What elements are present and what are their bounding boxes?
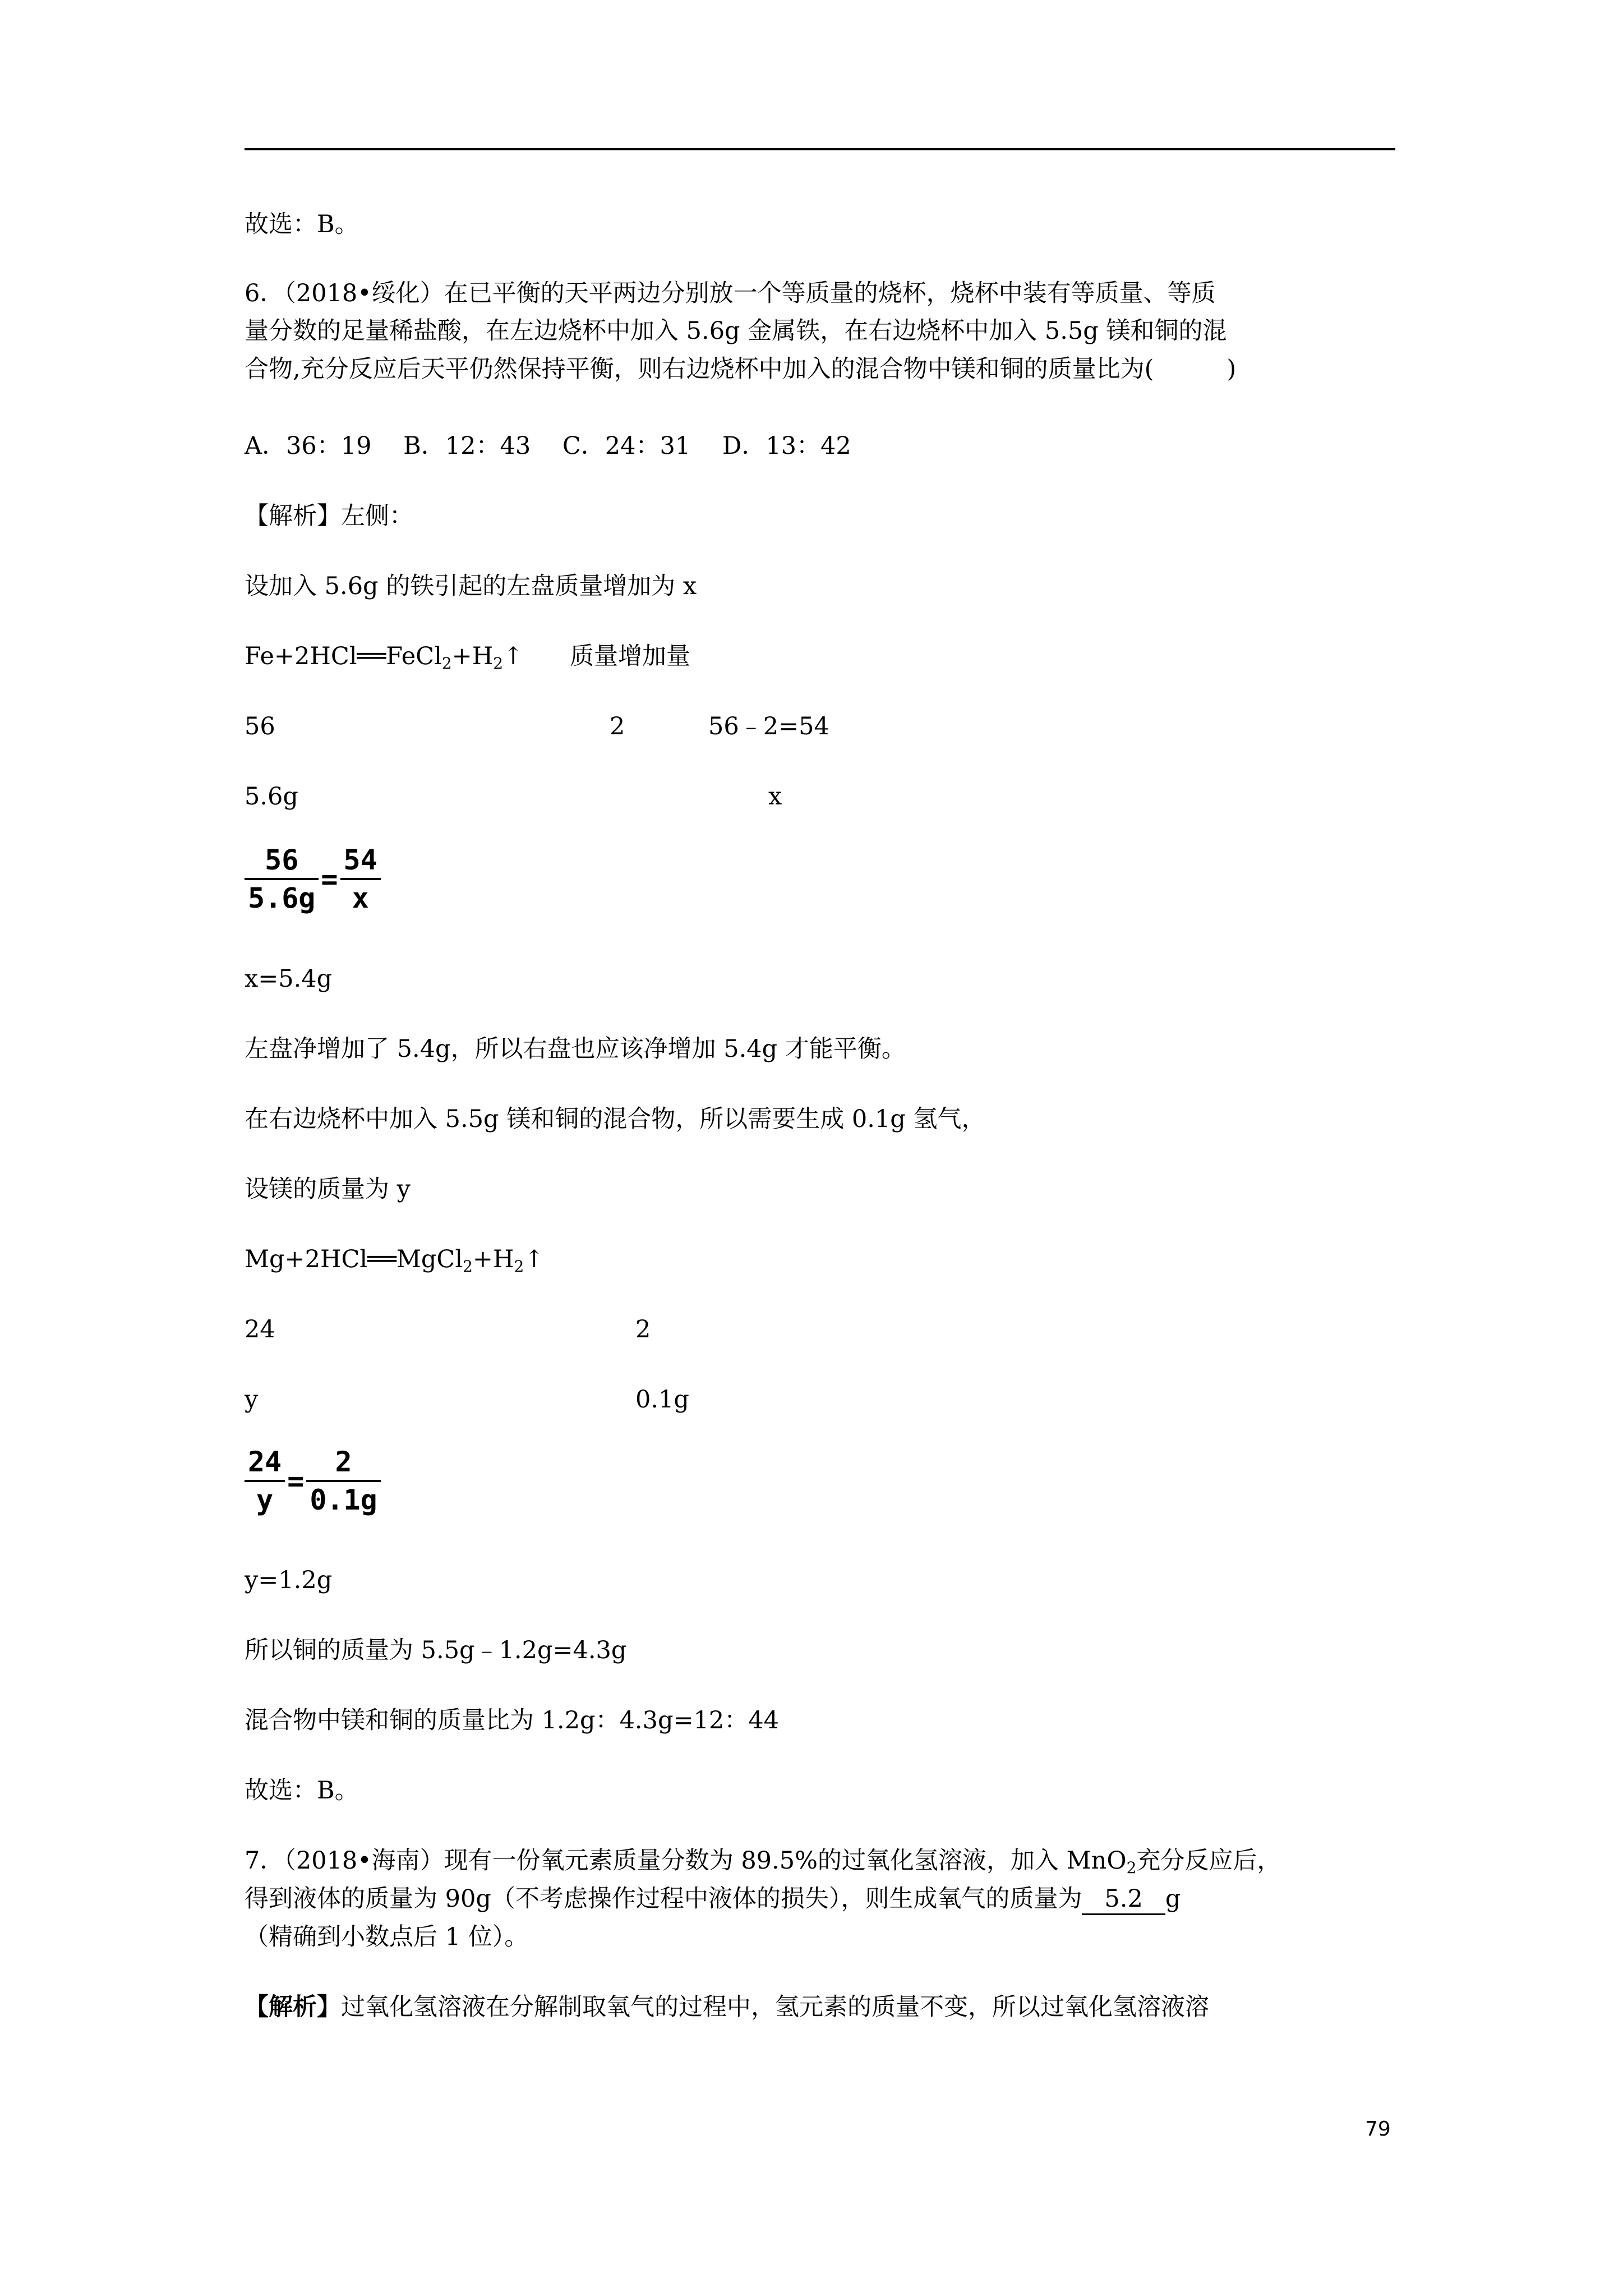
gas-arrow: ↑ — [503, 642, 524, 670]
ratio-row-3-col-2: 2 — [635, 1315, 651, 1343]
denominator: 5.6g — [248, 882, 316, 914]
solution-7-line-1 — [245, 1990, 1209, 2024]
denominator: 0.1g — [310, 1484, 377, 1516]
equation-magnesium — [245, 1243, 544, 1276]
question-7-line-3: （精确到小数点后 1 位）。 — [245, 1923, 529, 1951]
question-6-line-1: 6．（2018•绥化）在已平衡的天平两边分别放一个等质量的烧杯，烧杯中装有等质量、等质 — [245, 279, 1216, 307]
solution-7-text: 过氧化氢溶液在分解制取氧气的过程中，氢元素的质量不变，所以过氧化氢溶液溶 — [341, 1993, 1209, 2021]
answer-line: 故选：B。 — [245, 210, 359, 238]
numerator: 56 — [245, 844, 319, 880]
solution-6-copper-mass: 所以铜的质量为 5.5g﹣1.2g=4.3g — [245, 1636, 627, 1664]
header-rule — [245, 148, 1395, 150]
question-6-line-3 — [245, 352, 1236, 386]
question-6-line-2: 量分数的足量稀盐酸，在左边烧杯中加入 5.6g 金属铁，在右边烧杯中加入 5.5g 镁和铜的混 — [245, 317, 1227, 345]
question-6-paren-close: ) — [1227, 355, 1237, 383]
equation-mg-part: +H — [472, 1245, 514, 1273]
numerator: 2 — [306, 1446, 380, 1482]
denominator: y — [256, 1484, 274, 1516]
solution-6-line-left-pan: 左盘净增加了 5.4g，所以右盘也应该净增加 5.4g 才能平衡。 — [245, 1035, 906, 1063]
proportion-iron — [245, 844, 381, 914]
equation-iron-part: +H — [451, 642, 494, 670]
solution-6-mass-ratio: 混合物中镁和铜的质量比为 1.2g：4.3g=12：44 — [245, 1706, 779, 1734]
gas-arrow: ↑ — [524, 1245, 545, 1273]
equation-iron-part: Fe+2HCl══FeCl — [245, 642, 442, 670]
ratio-row-4-col-1: y — [245, 1386, 259, 1414]
subscript: 2 — [514, 1257, 524, 1276]
numerator: 54 — [340, 844, 381, 880]
question-7-unit: g — [1165, 1885, 1181, 1913]
question-6-options: A．36：19 B．12：43 C．24：31 D．13：42 — [245, 432, 851, 460]
question-7-line-1 — [245, 1844, 1281, 1878]
denominator: x — [352, 882, 369, 914]
result-y: y=1.2g — [245, 1566, 333, 1594]
subscript: 2 — [441, 654, 452, 673]
mass-increase-label: 质量增加量 — [570, 642, 690, 670]
question-7-text: 7．（2018•海南）现有一份氧元素质量分数为 89.5%的过氧化氢溶液，加入 MnO — [245, 1847, 1127, 1875]
subscript: 2 — [1126, 1858, 1137, 1877]
ratio-row-4-col-2: 0.1g — [635, 1386, 689, 1414]
equals-sign: = — [321, 863, 338, 895]
question-7-line-2 — [245, 1882, 1181, 1916]
question-6-line-3-text: 合物,充分反应后天平仍然保持平衡，则右边烧杯中加入的混合物中镁和铜的质量比为( — [245, 355, 1154, 383]
solution-6-line-let-y: 设镁的质量为 y — [245, 1175, 411, 1203]
proportion-magnesium — [245, 1446, 381, 1516]
solution-6-setup: 设加入 5.6g 的铁引起的左盘质量增加为 x — [245, 572, 697, 600]
numerator: 24 — [245, 1446, 285, 1482]
solution-6-answer: 故选：B。 — [245, 1777, 359, 1805]
equation-mg-part: Mg+2HCl══MgCl — [245, 1245, 463, 1273]
question-7-text: 得到液体的质量为 90g（不考虑操作过程中液体的损失），则生成氧气的质量为 — [245, 1885, 1082, 1913]
solution-6-line-hydrogen: 在右边烧杯中加入 5.5g 镁和铜的混合物，所以需要生成 0.1g 氢气， — [245, 1105, 986, 1133]
equals-sign: = — [287, 1465, 305, 1497]
solution-6-heading: 【解析】左侧： — [245, 502, 413, 530]
solution-label: 【解析】 — [245, 1993, 341, 2021]
ratio-row-2-col-2: x — [768, 783, 782, 811]
answer-blank: 5.2 — [1082, 1884, 1165, 1915]
subscript: 2 — [463, 1257, 473, 1276]
result-x: x=5.4g — [245, 965, 333, 993]
ratio-row-1-col-2: 2 — [610, 712, 625, 740]
subscript: 2 — [493, 654, 504, 673]
ratio-row-3-col-1: 24 — [245, 1315, 275, 1343]
question-7-text: 充分反应后， — [1136, 1847, 1281, 1875]
page-number: 79 — [1365, 2118, 1391, 2141]
ratio-row-1-col-3: 56﹣2=54 — [708, 712, 829, 740]
ratio-row-1-col-1: 56 — [245, 712, 275, 740]
equation-iron — [245, 639, 523, 673]
ratio-row-2-col-1: 5.6g — [245, 783, 298, 811]
